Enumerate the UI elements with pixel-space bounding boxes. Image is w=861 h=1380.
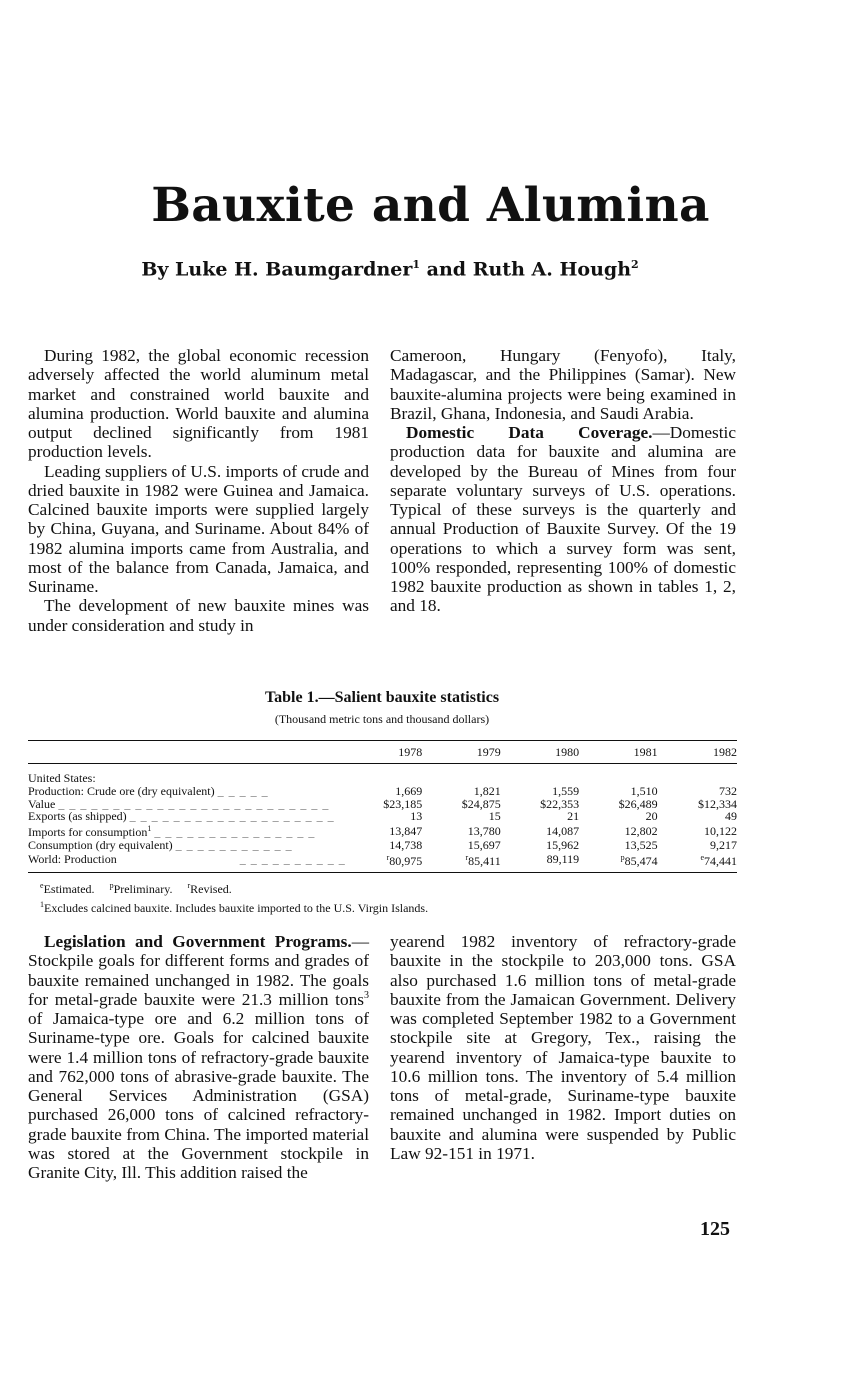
paragraph-legislation: Legislation and Government Programs.—Stockpile goals for different forms and grades of bauxite remained unchanged in 1982. The goals for metal-grade bauxite were 21.3 million tons$^3$ of Jamaica-type ore and 6.2 million tons of Suriname-type ore. Goals for calcined bauxite were 1.4 million tons of refractory-grade bauxite and 762,000 tons of abrasive-grade bauxite. The General Services Administration (GSA) purchased 26,000 tons of calcined refractory-grade bauxite from China. The imported material was stored at the Government stockpile in Granite City, Ill. This addition raised the <box>28 932 369 1182</box>
byline <box>0 258 780 280</box>
year-header: 1980 <box>501 741 579 764</box>
table-section-row <box>28 764 737 785</box>
paragraph: yearend 1982 inventory of refractory-grade bauxite in the stockpile to 203,000 tons. GSA also purchased 1.6 million tons of metal-grade bauxite from the Jamaican Government. Delivery was completed September 1982 to a Government stockpile site at Gregory, Tex., raising the yearend inventory of Jamaica-type bauxite to 10.6 million tons. The inventory of 5.4 million tons of metal-grade, Suriname-type bauxite remained unchanged in 1982. Import duties on bauxite and alumina were suspended by Public Law 92-151 in 1971. <box>390 932 736 1163</box>
salient-statistics-table <box>28 740 737 873</box>
paragraph: Leading suppliers of U.S. imports of crude and dried bauxite in 1982 were Guinea and Jamaica. Calcined bauxite imports were supplied largely by China, Guyana, and Suriname. About 84% of 1982 alumina imports came from Australia, and most of the balance from Canada, Jamaica, and Suriname. <box>28 461 369 596</box>
footnote-ref-2: 2 <box>631 258 639 271</box>
footnote-ref-3: 3 <box>364 989 369 1001</box>
year-header: 1981 <box>579 741 657 764</box>
table-caption <box>28 689 736 727</box>
paragraph-data-coverage: Domestic Data Coverage.—Domestic production data for bauxite and alumina are developed by the Bureau of Mines from four separate voluntary surveys of U.S. operations. Typical of these surveys is the quarterly and annual Production of Bauxite Survey. Of the 19 operations to which a survey form was sent, 100% responded, representing 100% of domestic 1982 bauxite production as shown in tables 1, 2, and 18. <box>390 423 736 616</box>
table-row-world: World: Production _ _ _ _ _ _ _ _ _ _ $^r$80,975 $^r$85,411 89,119 $^p$85,474 $^e$74,441 <box>28 852 737 872</box>
table-row: Value _ _ _ _ _ _ _ _ _ _ _ _ _ _ _ _ _ _ _ _ _ _ _ _ _ $23,185 $24,875 $22,353 $26,489 $12,334 <box>28 796 737 811</box>
year-header: 1979 <box>422 741 500 764</box>
legislation-column-right <box>390 932 736 1163</box>
section-heading: Legislation and Government Programs. <box>44 932 352 951</box>
table-header-row <box>28 741 737 764</box>
legislation-column-left <box>28 932 369 1182</box>
table-row: Production: Crude ore (dry equivalent) _ _ _ _ _ 1,669 1,821 1,559 1,510 732 <box>28 783 737 798</box>
table-row: Exports (as shipped) _ _ _ _ _ _ _ _ _ _ _ _ _ _ _ _ _ _ _ 13 15 21 20 49 <box>28 809 737 824</box>
year-header: 1978 <box>346 741 423 764</box>
table-subtitle: (Thousand metric tons and thousand dollars) <box>274 712 490 726</box>
byline-and: and <box>426 258 467 281</box>
year-header: 1982 <box>658 741 737 764</box>
footnote-ref-1: 1 <box>412 258 421 271</box>
page-number: 125 <box>700 1218 730 1240</box>
table-row: Consumption (dry equivalent) _ _ _ _ _ _ _ _ _ _ _ 14,738 15,697 15,962 13,525 9,217 <box>28 837 737 852</box>
paragraph: During 1982, the global economic recession adversely affected the world aluminum metal market and constrained world bauxite and alumina production. World bauxite and alumina output declined significantly from 1981 production levels. <box>28 346 369 462</box>
author-1: By Luke H. Baumgardner <box>141 258 413 281</box>
section-heading: Domestic Data Coverage. <box>406 423 653 442</box>
page-title: Bauxite and Alumina <box>151 178 710 233</box>
table-footnotes <box>40 878 428 916</box>
table-title: Table 1.—Salient bauxite statistics <box>264 689 500 706</box>
paragraph: Cameroon, Hungary (Fenyofo), Italy, Madagascar, and the Philippines (Samar). New bauxite-alumina projects were being examined in Brazil, Ghana, Indonesia, and Saudi Arabia. <box>390 346 736 423</box>
paragraph: The development of new bauxite mines was under consideration and study in <box>28 596 369 635</box>
author-2: Ruth A. Hough <box>472 258 632 281</box>
intro-column-right <box>390 346 736 616</box>
footnote-1: $^1$Excludes calcined bauxite. Includes bauxite imported to the U.S. Virgin Islands. <box>40 900 429 915</box>
section-label: United States: <box>28 771 96 785</box>
intro-column-left <box>28 346 369 635</box>
table-row: Imports for consumption$^1$ _ _ _ _ _ _ _ _ _ _ _ _ _ _ _ 13,847 13,780 14,087 12,802 10,122 <box>28 823 737 840</box>
footnote-legend: $^e$Estimated. $^p$Preliminary. $^r$Revised. <box>40 881 232 896</box>
